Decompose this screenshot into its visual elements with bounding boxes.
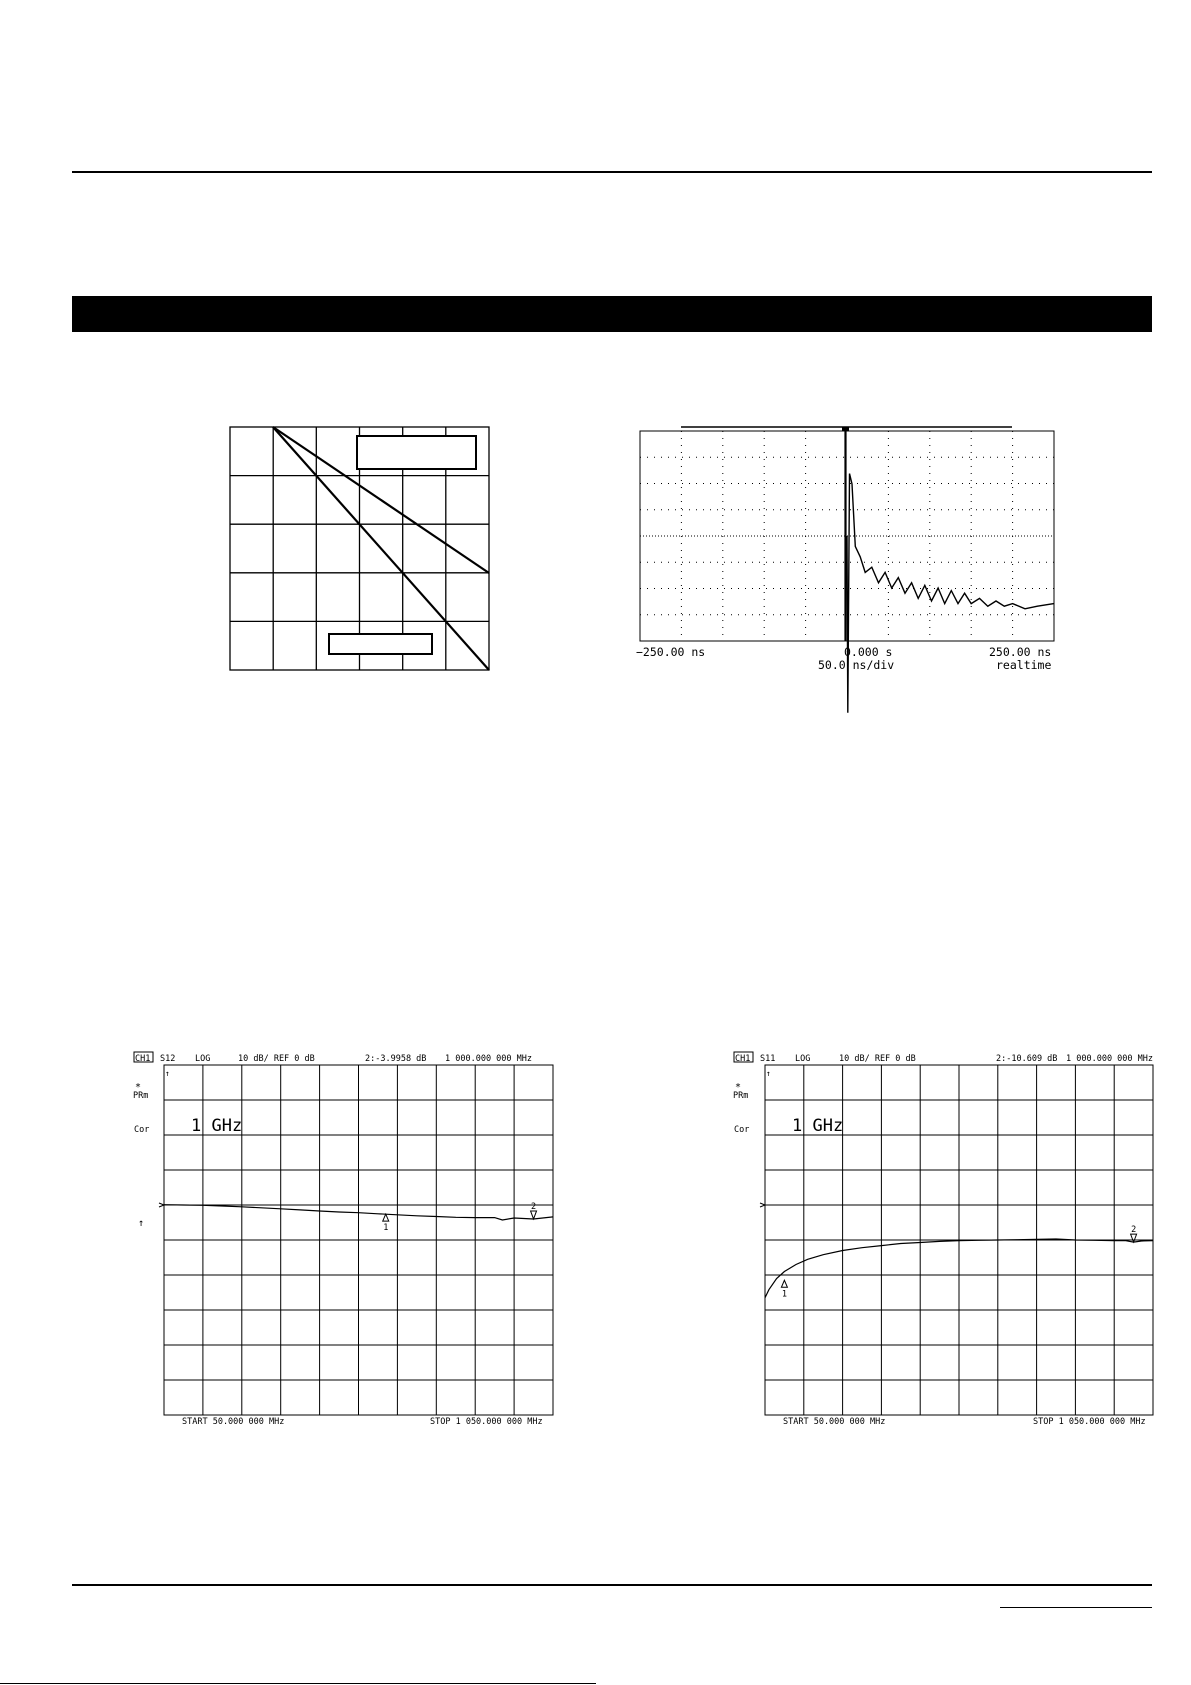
s11-reference-pointer	[760, 1203, 765, 1207]
s11-start-label: START 50.000 000 MHz	[783, 1417, 886, 1427]
s12-scale-label: 10 dB/ REF 0 dB	[238, 1054, 315, 1064]
s12-annotation: 1 GHz	[191, 1116, 243, 1136]
s12-marker-readout: 2:-3.9958 dB	[365, 1054, 427, 1064]
page-number-underline	[1000, 1607, 1152, 1608]
footer-hairline	[0, 1683, 596, 1684]
s12-marker-1	[383, 1214, 389, 1221]
diagram-label-box-bottom	[329, 634, 432, 654]
time-mode-label: realtime	[996, 658, 1052, 672]
s12-trace	[164, 1205, 553, 1220]
s12-marker-2-label: 2	[531, 1201, 537, 1212]
s11-frame	[765, 1065, 1153, 1415]
s12-start-label: START 50.000 000 MHz	[182, 1417, 285, 1427]
time-axis-center-label: 0.000 s	[844, 645, 893, 659]
time-axis-left-label: −250.00 ns	[636, 645, 706, 659]
time-scale-label: 50.0 ns/div	[818, 658, 895, 672]
s11-marker-readout: 2:-10.609 dB	[996, 1054, 1058, 1064]
s11-format-label: LOG	[795, 1054, 811, 1064]
s11-channel-label: CH1	[735, 1054, 751, 1064]
section-header-band	[72, 296, 1152, 332]
s11-param-label: S11	[760, 1054, 776, 1064]
diagram-label-box-top	[357, 436, 476, 469]
s12-param-label: S12	[160, 1054, 176, 1064]
s12-reference-pointer	[159, 1203, 164, 1207]
time-axis-right-label: 250.00 ns	[989, 645, 1052, 659]
s12-channel-label: CH1	[135, 1054, 151, 1064]
s11-marker-freq: 1 000.000 000 MHz	[1066, 1054, 1153, 1064]
s11-marker-1	[781, 1280, 787, 1287]
s11-status-prm: PRm	[733, 1091, 749, 1101]
s11-status-cor: Cor	[734, 1125, 750, 1135]
s12-top-arrow: ↑	[165, 1069, 170, 1078]
s12-marker-freq: 1 000.000 000 MHz	[445, 1054, 532, 1064]
diagram-grid	[230, 427, 489, 670]
s12-status-prm: PRm	[133, 1091, 149, 1101]
s12-status-cor: Cor	[134, 1125, 150, 1135]
s11-asterisk: *	[735, 1082, 742, 1093]
time-trace	[847, 474, 1054, 713]
s12-frame	[164, 1065, 553, 1415]
diagram-shallow-line	[273, 427, 489, 573]
s12-marker-2	[531, 1211, 537, 1219]
s11-marker-2	[1131, 1234, 1137, 1242]
s11-annotation: 1 GHz	[792, 1116, 844, 1136]
s11-top-arrow: ↑	[766, 1069, 771, 1078]
s12-stop-label: STOP 1 050.000 000 MHz	[430, 1417, 543, 1427]
top-rule	[72, 171, 1152, 173]
diagram-steep-line	[273, 427, 489, 670]
s12-marker-1-label: 1	[383, 1223, 389, 1234]
s11-trace	[765, 1239, 1153, 1298]
s12-reference-arrow: ↑	[138, 1218, 145, 1229]
s11-stop-label: STOP 1 050.000 000 MHz	[1033, 1417, 1146, 1427]
s11-marker-2-label: 2	[1131, 1225, 1137, 1236]
bottom-rule	[72, 1584, 1152, 1586]
s11-marker-1-label: 1	[781, 1289, 788, 1300]
s12-format-label: LOG	[195, 1054, 211, 1064]
s12-asterisk: *	[135, 1082, 142, 1093]
s11-scale-label: 10 dB/ REF 0 dB	[839, 1054, 916, 1064]
